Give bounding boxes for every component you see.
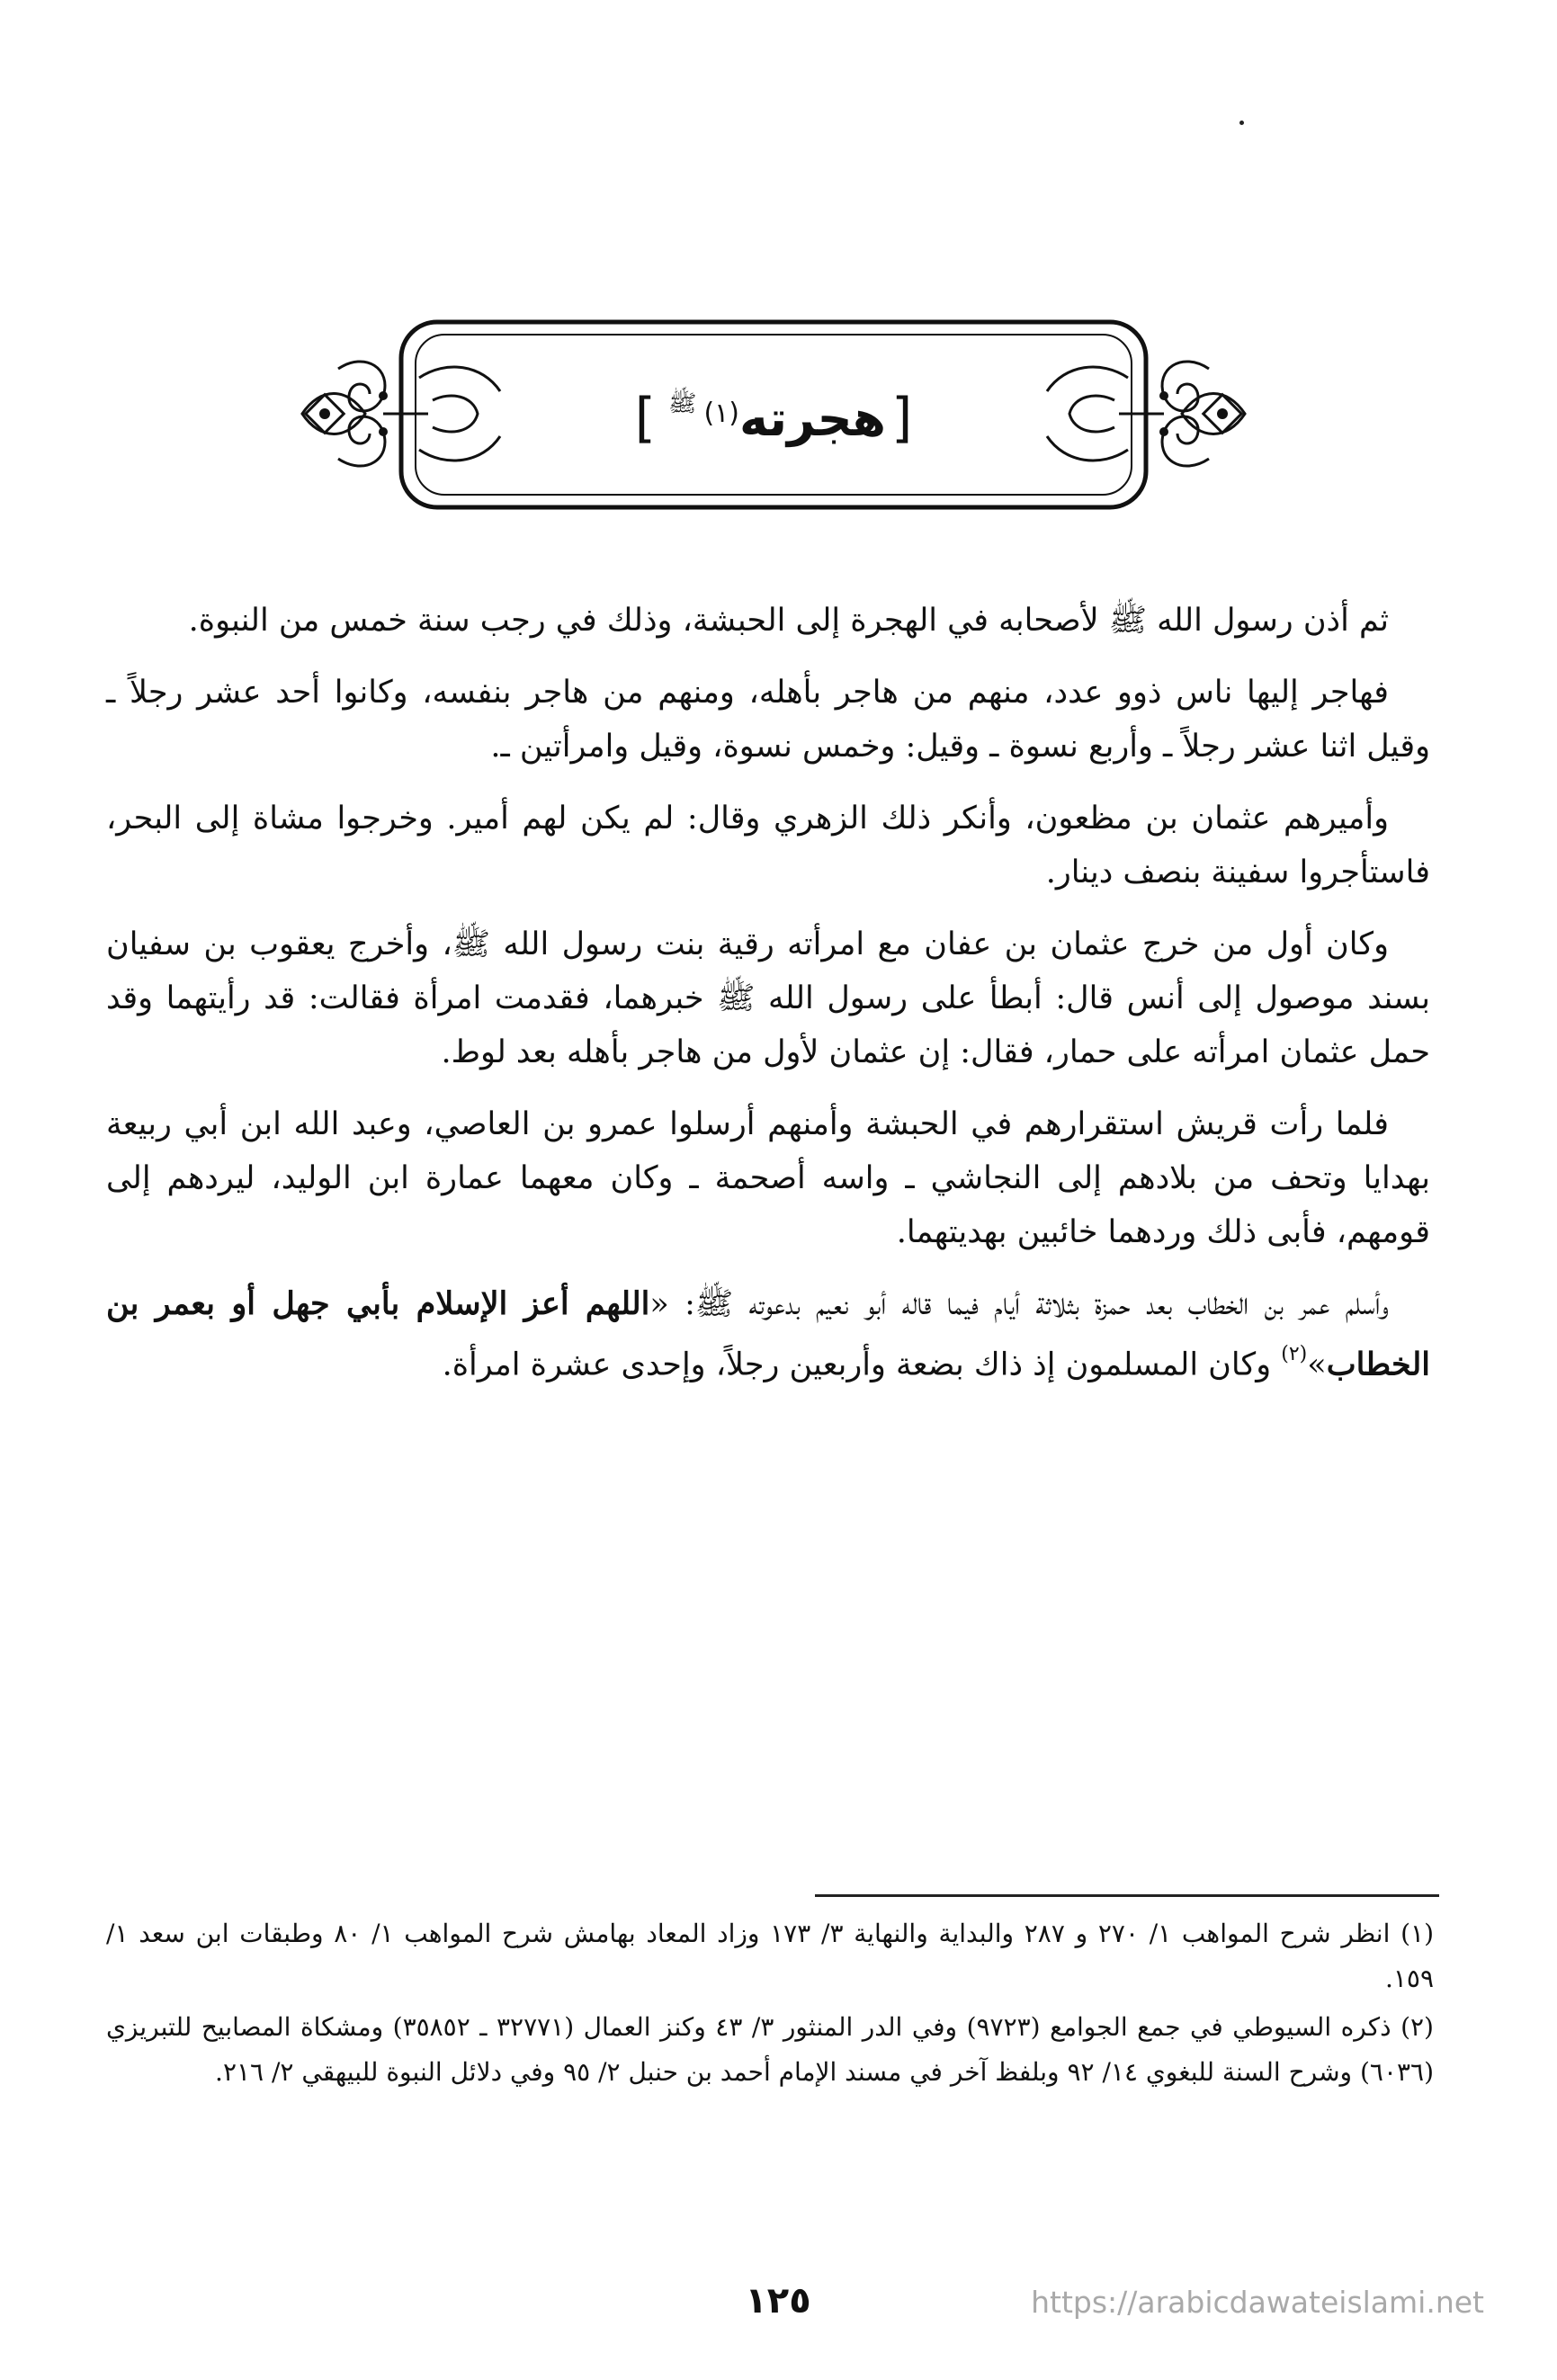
footnote-2: (٢) ذكره السيوطي في جمع الجوامع (٩٧٢٣) وفي الدر المنثور ٣/ ٤٣ وكنز العمال (٣٢٧٧١ ـ ٣٥٨٥٢) ومشكاة المصابيح للتبريزي (٦٠٣٦) وشرح السنة للبغوي ١٤/ ٩٢ وبلفظ آخر في مسند الإمام أحمد بن حنبل ٢/ ٩٥ وفي دلائل النبوة للبيهقي ٢/ ٢١٦.: [106, 2012, 1434, 2087]
hadith-quote: اللهم أعز الإسلام بأبي جهل أو بعمر بن الخطاب: [106, 1285, 1430, 1383]
page-number: ١٢٥: [745, 2280, 811, 2322]
paragraph-last-after: وكان المسلمون إذ ذاك بضعة وأربعين رجلاً، وإحدى عشرة امرأة.: [442, 1347, 1282, 1383]
title-open-bracket: [: [890, 387, 913, 450]
paragraph: وكان أول من خرج عثمان بن عفان مع امرأته رقية بنت رسول الله ﷺ، وأخرج يعقوب بن سفيان بسند موصول إلى أنس قال: أبطأ على رسول الله ﷺ خبرهما، فقدمت امرأة فقالت: قد رأيتهما وقد حمل عثمان امرأته على حمار، فقال: إن عثمان لأول من هاجر بأهله بعد لوط.: [106, 926, 1430, 1070]
paragraph-last-before: وأسلم عمر بن الخطاب بعد حمزة بثلاثة أيام فيما قاله أبو نعيم بدعوته ﷺ: «: [649, 1286, 1389, 1322]
stray-dot: [1239, 121, 1244, 125]
paragraph-last: [106, 1277, 1430, 1392]
paragraph: فهاجر إليها ناس ذوو عدد، منهم من هاجر بأهله، ومنهم من هاجر بنفسه، وكانوا أحد عشر رجلاً ـ وقيل اثنا عشر رجلاً ـ وأربع نسوة ـ وقيل: وخمس نسوة، وقيل وامرأتين ـ.: [106, 675, 1430, 765]
footnote-separator: [815, 1894, 1439, 1897]
watermark-url: https://arabicdawateislami.net: [1031, 2285, 1484, 2320]
paragraph: فلما رأت قريش استقرارهم في الحبشة وأمنهم أرسلوا عمرو بن العاصي، وعبد الله ابن أبي ربيعة بهدايا وتحف من بلادهم إلى النجاشي ـ واسه أصحمة ـ وكان معهما عمارة ابن الوليد، ليردهم إلى قومهم، فأبى ذلك وردهما خائبين بهديتهما.: [106, 1106, 1430, 1250]
footnotes: [106, 1911, 1434, 2098]
quote-close: »: [1307, 1347, 1327, 1383]
title-close-bracket: ]: [634, 387, 657, 450]
title-footnote-ref: (١): [703, 397, 739, 429]
salutation-mark: ﷺ: [668, 390, 697, 417]
title-text: هجرته: [739, 389, 886, 447]
main-body-text: [106, 594, 1430, 1410]
footnote-1: (١) انظر شرح المواهب ١/ ٢٧٠ و ٢٨٧ والبداية والنهاية ٣/ ١٧٣ وزاد المعاد بهامش شرح المواهب ١/ ٨٠ وطبقات ابن سعد ١/ ١٥٩.: [106, 1919, 1434, 1993]
chapter-header-frame: [284, 315, 1263, 514]
paragraph: ثم أذن رسول الله ﷺ لأصحابه في الهجرة إلى الحبشة، وذلك في رجب سنة خمس من النبوة.: [188, 603, 1389, 639]
chapter-title: [594, 378, 953, 459]
paragraph: وأميرهم عثمان بن مظعون، وأنكر ذلك الزهري وقال: لم يكن لهم أمير. وخرجوا مشاة إلى البحر، فاستأجروا سفينة بنصف دينار.: [106, 801, 1430, 890]
footnote-ref-2: (٢): [1281, 1343, 1308, 1365]
